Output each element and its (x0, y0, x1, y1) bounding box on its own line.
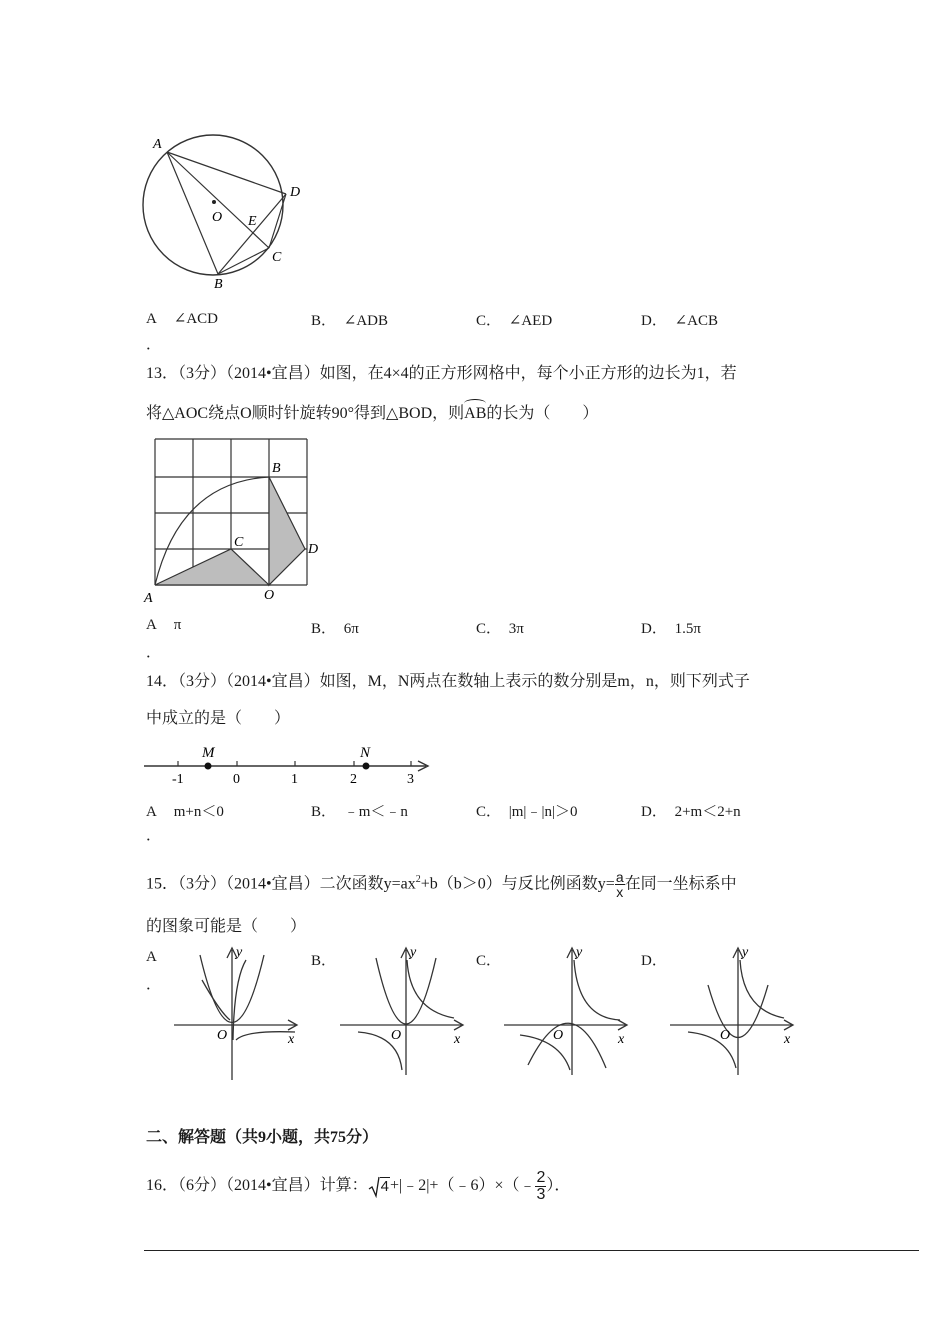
question-score: （3分） (178, 875, 227, 893)
q13-option-d[interactable] (641, 617, 701, 638)
q15-graph-a (170, 940, 310, 1085)
option-letter: B． (311, 621, 337, 637)
label-A: A (144, 591, 153, 606)
option-letter: C． (476, 804, 502, 820)
label-M: M (202, 745, 215, 761)
option-letter: A (146, 311, 157, 327)
q15-option-d[interactable]: D． (641, 953, 667, 969)
axis-label-y: y (410, 945, 417, 960)
q12-option-b[interactable] (311, 309, 388, 330)
point-N (363, 763, 370, 770)
option-letter: D． (641, 804, 667, 820)
option-text: m+n＜0 (173, 804, 224, 820)
sqrt-radicand: 4 (380, 1177, 389, 1195)
option-dot: ． (146, 337, 162, 353)
question-source: （2014•宜昌） (226, 365, 320, 382)
label-D: D (290, 185, 301, 200)
question-text: 将△AOC绕点O顺时针旋转90°得到△BOD，则 (146, 405, 465, 422)
sqrt-sign-icon (368, 1176, 380, 1198)
q12-option-c[interactable] (476, 309, 552, 330)
q12-option-a[interactable] (146, 309, 218, 328)
point-M (205, 763, 212, 770)
option-letter: B． (311, 313, 337, 329)
q14-line2 (146, 709, 290, 729)
q13-line2 (146, 401, 598, 424)
question-number: 13． (146, 365, 179, 382)
fraction-denominator: x (616, 884, 624, 901)
label-C: C (234, 535, 244, 550)
option-text: 6π (343, 621, 359, 637)
q15-graph-c (500, 940, 640, 1085)
q16-line (146, 1170, 570, 1203)
option-text: 2+m＜2+n (674, 804, 741, 820)
axis-label-x: x (618, 1032, 625, 1047)
q13-line1 (146, 364, 737, 384)
q14-option-c[interactable] (476, 800, 577, 821)
section-title: 二、解答题（共9小题，共75分） (146, 1129, 379, 1146)
superscript: 2 (415, 874, 421, 885)
q12-option-d[interactable] (641, 309, 718, 330)
triangle-AOC (155, 549, 269, 585)
q15-option-b[interactable]: B． (311, 953, 337, 969)
tick-label: -1 (172, 772, 184, 787)
tick-label: 2 (350, 772, 357, 787)
option-text: ∠ADB (343, 313, 389, 329)
fraction-numerator: a (615, 869, 624, 886)
q13-option-b[interactable] (311, 617, 359, 638)
fraction-numerator: 2 (536, 1169, 546, 1186)
q15-line2 (146, 917, 306, 937)
option-dot: ． (146, 828, 162, 844)
question-score: （3分） (178, 673, 227, 690)
question-text: 如图，在4×4的正方形网格中，每个小正方形的边长为1，若 (319, 365, 737, 382)
label-D: D (308, 542, 319, 557)
circle (143, 135, 283, 275)
arc-AB-label: AB (464, 401, 486, 424)
question-text: 中成立的是（ ） (146, 710, 291, 727)
option-letter: D． (641, 313, 667, 329)
q14-line1 (146, 672, 750, 692)
q14-option-a[interactable] (146, 800, 224, 821)
option-text: ∠ACD (173, 311, 219, 327)
question-score: （6分） (178, 1177, 227, 1195)
axis-label-y: y (576, 945, 583, 960)
q15-graph-b (336, 940, 476, 1085)
question-number: 15． (146, 875, 179, 893)
option-letter: B． (311, 804, 337, 820)
q15-option-a[interactable]: A (146, 949, 157, 965)
q15-line1 (146, 866, 737, 899)
q15-option-c[interactable]: C． (476, 953, 502, 969)
option-text: 3π (508, 621, 524, 637)
option-letter: C． (476, 621, 502, 637)
sqrt-expression (368, 1172, 390, 1202)
axis-label-x: x (784, 1032, 791, 1047)
q13-option-a[interactable] (146, 617, 181, 634)
q13-option-c[interactable] (476, 617, 524, 638)
label-O: O (264, 588, 275, 603)
question-number: 16． (146, 1177, 179, 1195)
question-text: 在同一坐标系中 (624, 875, 737, 893)
label-C: C (272, 250, 282, 265)
axis-label-y: y (742, 945, 749, 960)
axis-label-x: x (454, 1032, 461, 1047)
question-text: +|﹣2|+（﹣6）×（﹣ (390, 1177, 536, 1195)
label-O: O (212, 210, 223, 225)
question-source: （2014•宜昌） (226, 673, 320, 690)
question-text: 二次函数y=ax (319, 875, 416, 893)
axis-label-o: O (720, 1028, 731, 1043)
tick-label: 3 (407, 772, 414, 787)
label-N: N (360, 745, 371, 761)
q12-circle-figure (136, 128, 316, 298)
option-text: π (173, 617, 182, 633)
option-text: ∠AED (508, 313, 553, 329)
option-letter: A (146, 804, 157, 820)
label-E: E (248, 214, 257, 229)
label-B: B (214, 277, 223, 292)
axis-label-y: y (236, 945, 243, 960)
triangle-BOD (269, 477, 305, 585)
question-text: 的长为（ ） (486, 405, 599, 422)
question-text: 的图象可能是（ ） (146, 918, 307, 935)
option-letter: D． (641, 621, 667, 637)
option-text: ﹣m＜﹣n (343, 804, 408, 820)
axis-label-x: x (288, 1032, 295, 1047)
q13-grid-figure (140, 432, 330, 608)
footer-rule (144, 1250, 919, 1251)
option-text: |m|﹣|n|＞0 (508, 804, 578, 820)
option-letter: A (146, 617, 157, 633)
fraction-2-over-3 (535, 1170, 546, 1203)
q14-number-line (140, 740, 440, 790)
q14-option-b[interactable] (311, 800, 408, 821)
q14-option-d[interactable] (641, 800, 741, 821)
question-source: （2014•宜昌） (226, 1177, 320, 1195)
question-text: +b（b＞0）与反比例函数y= (420, 875, 615, 893)
option-text: ∠ACB (674, 313, 719, 329)
tick-label: 0 (233, 772, 240, 787)
option-letter: C． (476, 313, 502, 329)
question-text: ）． (546, 1177, 571, 1195)
axis-label-o: O (217, 1028, 228, 1043)
question-text: 如图，M，N两点在数轴上表示的数分别是m，n，则下列式子 (319, 673, 750, 690)
fraction-a-over-x (615, 870, 625, 899)
question-text: 计算： (319, 1177, 368, 1195)
axis-label-o: O (391, 1028, 402, 1043)
label-A: A (153, 137, 162, 152)
option-dot: ． (146, 645, 162, 661)
option-dot: ． (146, 977, 162, 993)
q15-graph-d (666, 940, 806, 1085)
fraction-denominator: 3 (536, 1186, 546, 1203)
option-text: 1.5π (674, 621, 701, 637)
question-source: （2014•宜昌） (226, 875, 320, 893)
question-score: （3分） (178, 365, 227, 382)
question-number: 14． (146, 673, 179, 690)
label-B: B (272, 461, 281, 476)
tick-label: 1 (291, 772, 298, 787)
axis-label-o: O (553, 1028, 564, 1043)
